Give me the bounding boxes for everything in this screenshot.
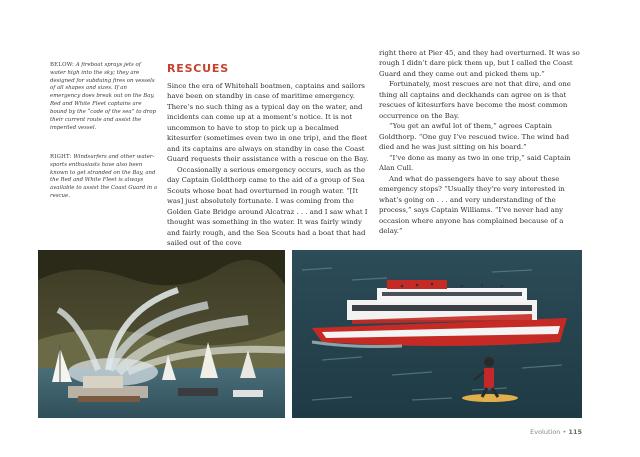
- caption-right: [50, 154, 158, 201]
- caption-right-text: Windsurfers and other water-sports enthusiasts have also been known to get stranded on the Bay, and the Red and White Fleet is always available to assist the Coast Guard in a rescue.: [50, 154, 158, 200]
- paragraph: Since the era of Whitehall boatmen, captains and sailors have been on standby in case of maritime emergency. There’s no such thing as a typical day on the water, and incidents can come up at a moment’s notice. It is not uncommon to have to stop to pick up a becalmed kitesurfer (sometimes even two in one trip), and the fleet and its captains are always on standby in case the Coast Guard requests their assistance with a rescue on the Bay.: [167, 81, 369, 164]
- paragraph: Occasionally a serious emergency occurs, such as the day Captain Goldthorp came to the aid of a group of Sea Scouts whose boat had overturned in rough water. “[It was] just absolutely fortunate. I was coming from the Golden Gate Bridge around Alcatraz . . . and I saw what I thought was something in the water. It was fairly windy and fairly rough, and the Sea Scouts had a boat that had sailed out of the cove: [167, 165, 368, 247]
- article-column-2: [379, 48, 582, 237]
- caption-right-lead: RIGHT:: [50, 154, 72, 160]
- paragraph: And what do passengers have to say about these emergency stops? “Usually they’re very interested in what’s going on . . . and very understanding of the process,” says Captain Williams. “I’ve never had any occasion where anyone has complained because of a delay.”: [379, 174, 565, 236]
- paragraph: “I’ve done as many as two in one trip,” said Captain Alan Cull.: [379, 153, 571, 173]
- paragraph: Fortunately, most rescues are not that dire, and one thing all captains and deckhands can agree on is that rescues of kitesurfers have become the most common occurrence on the Bay.: [379, 80, 571, 120]
- section-heading: RESCUES: [167, 62, 229, 75]
- paragraph: right there at Pier 45, and they had overturned. It was so rough I didn’t dare pick them up, but I called the Coast Guard and they came out and picked them up.”: [379, 49, 580, 78]
- fireboat-photo: [38, 250, 285, 418]
- caption-below: [50, 62, 158, 132]
- footer-separator: •: [562, 428, 567, 436]
- page-footer: [490, 428, 582, 436]
- caption-below-text: A fireboat sprays jets of water high into the sky; they are designed for subduing fires on vessels of all shapes and sizes. If an emergency does break out on the Bay, Red and White Fleet captains are bound by the “code of the sea” to drop their current route and assist the imperiled vessel.: [50, 62, 156, 131]
- footer-section: Evolution: [530, 428, 561, 436]
- page-number: 115: [568, 428, 582, 436]
- ferry-windsurfer-photo: [292, 250, 582, 418]
- article-column-1: [167, 61, 373, 248]
- caption-below-lead: BELOW:: [50, 62, 74, 68]
- paragraph: “You get an awful lot of them,” agrees Captain Goldthorp. “One guy I’ve rescued twice. The wind had died and he was just sitting on his board.”: [379, 122, 570, 152]
